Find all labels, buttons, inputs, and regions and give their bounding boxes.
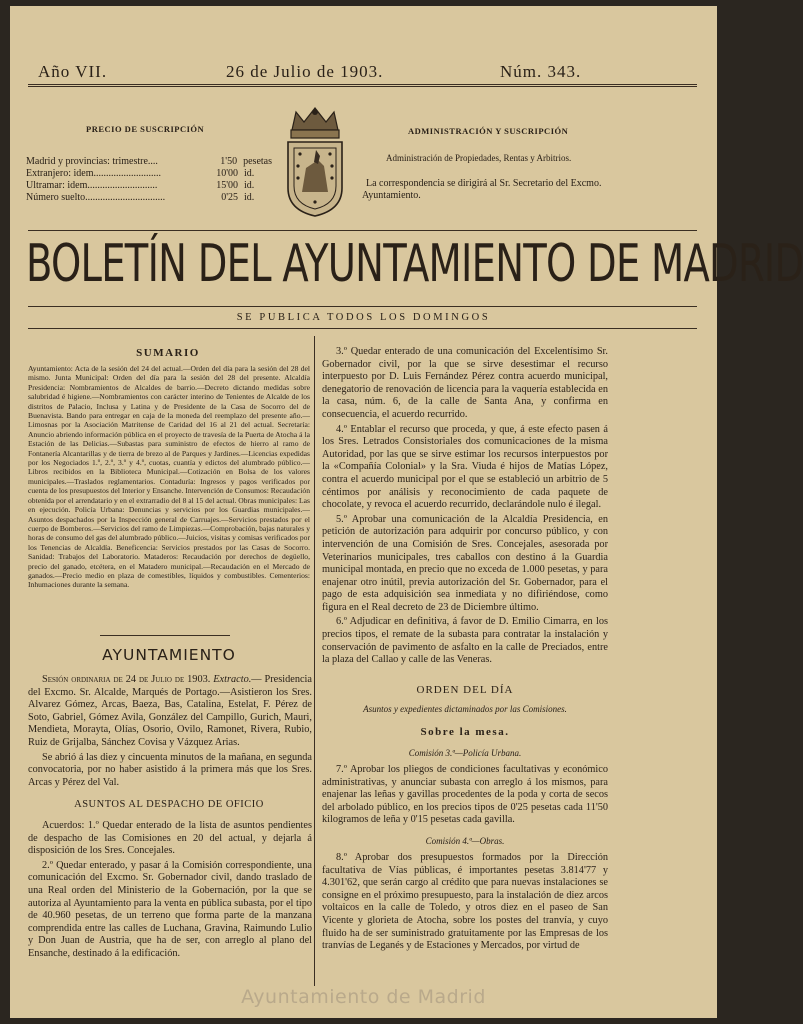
- mesa-heading: Sobre la mesa.: [420, 726, 510, 738]
- issue-year: Año VII.: [38, 62, 108, 81]
- price-row: Ultramar: idem............................ 15'00 id.: [26, 180, 255, 191]
- sumario-text: Ayuntamiento: Acta de la sesión del 24 del actual.—Orden del día para la sesión del 28 del mismo. Junta Municipal: Orden del día para la sesión del 28 del presente. Alcaldía Presidencia: Nombramientos de Alcaldes de barrio.—Decreto dictando medidas sobre salubridad é higiene.—Nombramientos con carácter interino de Tenientes de Alcalde de los distritos de Palacio, Inclusa y Latina y de Presidente de la Casa de Socorro del de Buenavista. Bando para entregar en caja de la moneda del reemplazo del presente año.—Limosnas por la Asociación Matritense de Caridad del 16 al 21 del actual. Secretaría: Anuncio abriendo información pública en el proyecto de travesía de la Puerta de Atocha á la Estación de las Delicias.—Subastas para suministro de efectos de hierro al ramo de Fontanería Alcantarillas y de tierra de brezo al de Parques y Jardines.—Licencias expedidas por los Negociados 1.º, 2.º, 3.º y 4.º, cuotas, cuantía y edictos del alumbrado público.—Libros recibidos en la Biblioteca Municipal.—Cotización en Bolsa de los valores municipales.—Traslados reglamentarios. Contaduría: Ingresos y pagos verificados por cuenta de los presupuestos del Interior y Ensanche. Intervención de Consumos: Recaudación obtenida por el arrendatario y en el extrarradio del 8 al 15 del actual. Obras municipales: Las en ejecución. Policía Urbana: Denuncias y servicios por los Guardias municipales.—Asuntos despachados por la Inspección general de Carruajes.—Servicios prestados por el cuerpo de Bomberos.—Servicios del ramo de Limpiezas.—Comprobación, bajas naturales y horas de consumo del gas del alumbrado público.—Juicios, visitas y comisas verificados por los Tenencias de Alcaldía. Beneficencia: Servicios prestados por las Casas de Socorro. Sanidad: Trabajos del Laboratorio. Mataderos: Recaudación por derechos de degüello, precio del ganado, etcétera, en el Matadero municipal.—Recaudación en el Mercado de ganados.—Precio medio en plaza de comestibles, líquidos y combustibles. Cementerios: Inhumaciones durante la semana.: [28, 364, 310, 590]
- issue-date: 26 de Julio de 1903.: [226, 62, 384, 81]
- session-tag: Extracto.: [213, 674, 252, 685]
- price-row: Madrid y provincias: trimestre.... 1'50 pesetas: [26, 156, 272, 167]
- commission-4-heading: Comisión 4.ª—Obras.: [425, 836, 505, 846]
- masthead-rule: [28, 84, 697, 87]
- subscription-prices: [26, 156, 272, 204]
- session-attendance: — Presidencia del Excmo. Sr. Alcalde, Marqués de Portago.—Asistieron los Sres. Alvarez Gómez, Arcas, Baeza, Bas, Catalina, Estelat, F. Pérez de Soto, Gabriel, Gómez Avila, González del Campillo, Gurich, Mauri, Mendieta, Morayta, Olías, Osorio, Ovilo, Ramonet, Rivera, Rubio, Ruiz de Grijalba, Sánchez Covisa y Vázquez Arias.: [28, 674, 312, 748]
- administration-heading: ADMINISTRACIÓN Y SUSCRIPCIÓN: [408, 126, 569, 136]
- session-lead: Sesión ordinaria de 24 de Julio de 1903.: [42, 674, 211, 685]
- session-opening: Se abrió á las diez y cincuenta minutos de la mañana, en segunda convocatoria, por no haber asistido á la primera más que los Sres. Arcas y Pérez del Val.: [28, 751, 312, 788]
- madrid-coat-of-arms-icon: [282, 106, 348, 220]
- subtitle-rule: [28, 328, 697, 329]
- sumario-heading: SUMARIO: [136, 347, 200, 359]
- agenda-item-7: 7.º Aprobar los pliegos de condiciones facultativas y económico administrativas, y anunciar subasta con arreglo á los mismos, para enajenar las leñas y gavillas procedentes de la poda y corta de secos del arbolado público, en los precios tipos de 0'25 pesetas cada 11'50 kilogramos de leña y 0'15 pesetas cada gavilla.: [322, 764, 608, 826]
- agenda-item-8: 8.º Aprobar dos presupuestos formados por la Dirección facultativa de Vías públicas, é importantes pesetas 3.814'77 y 4.301'62, que serán cargo al crédito que para nuevas instalaciones se consigne en el próximo presupuesto, para la instalación de diez arcos voltaicos en la calle de Toledo, y otros diez en el paseo de San Vicente y glorieta de Atocha, sobre los postes del tranvía, y cuyo fluido ha de ser suministrado gratuitamente por las Empresas de los tranvías de Leganés y de Estaciones y Mercados, por virtud de: [322, 852, 608, 952]
- dispatch-heading: ASUNTOS AL DESPACHO DE OFICIO: [74, 799, 264, 810]
- newspaper-page: [10, 6, 803, 1018]
- commission-3-heading: Comisión 3.ª—Policía Urbana.: [408, 748, 522, 758]
- ayuntamiento-heading: AYUNTAMIENTO: [102, 646, 236, 664]
- title-top-rule: [28, 230, 697, 231]
- orden-heading: ORDEN DEL DÍA: [416, 684, 514, 696]
- publication-notice: SE PUBLICA TODOS LOS DOMINGOS: [236, 312, 491, 323]
- right-column-items: [322, 346, 608, 680]
- agreement-6: 6.º Adjudicar en definitiva, á favor de D. Emilio Cimarra, en los precios tipos, el remate de la subasta para contratar la instalación y conservación de pavimento de asfalto en la calle de Preciados, entre la plaza del Callao y calle de las Veneras.: [322, 616, 608, 666]
- agreement-2: 2.º Quedar enterado, y pasar á la Comisión correspondiente, una comunicación del Excmo. Sr. Gobernador civil, dando traslado de una Real orden del Ministerio de la Gobernación, por la que se autoriza al Ayuntamiento para la venta en pública subasta, por el tipo de 40.960 pesetas, de un terreno que forma parte de la manzana comprendida entre las calles de Luchana, Gravina, Raimundo Lulio y Don Juan de Austria, que ha de ser, con arreglo al plano del Ensanche, destinado á la edificación.: [28, 859, 312, 959]
- dispatch-items: [28, 820, 312, 988]
- title-bottom-rule: [28, 306, 697, 307]
- administration-office: Administración de Propiedades, Rentas y Arbitrios.: [386, 153, 572, 163]
- price-row: Extranjero: idem........................... 10'00 id.: [26, 168, 255, 179]
- session-record: [28, 674, 312, 791]
- column-divider: [314, 336, 315, 986]
- orden-subheading: Asuntos y expedientes dictaminados por las Comisiones.: [363, 704, 567, 714]
- agreement-5: 5.º Aprobar una comunicación de la Alcaldía Presidencia, en petición de autorización para adquirir por concurso público, y con intervención de una Comisión de Sres. Concejales, asesorada por Veterinarios municipales, tres caballos con destino á la Guardia municipal montada, en precio que no exceda de 1.000 pesetas, y para enajenar otro inútil, previa autorización del Sr. Gobernador, para el pago de esta adquisición sea inmediata y no difiriéndose, como figura en el Real decreto de 23 de Diciembre último.: [322, 513, 608, 613]
- administration-note: La correspondencia se dirigirá al Sr. Secretario del Excmo. Ayuntamiento.: [362, 178, 602, 201]
- agreement-1: Acuerdos: 1.º Quedar enterado de la lista de asuntos pendientes de despacho de las Comisiones en 20 del actual, y dejarla á disposición de los Sres. Concejales.: [28, 820, 312, 857]
- agreement-3: 3.º Quedar enterado de una comunicación del Excelentísimo Sr. Gobernador civil, por la que se sirve desestimar el recurso interpuesto por D. Luis Fernández Pérez contra acuerdo municipal, denegatorio de renovación de licencia para la vaquería establecida en la casa, núm. 6, de la calle de Santa Ana, y confirma en consecuencia, el acuerdo recurrido.: [322, 346, 608, 420]
- price-row: Número suelto................................ 0'25 id.: [26, 192, 255, 203]
- agreement-4: 4.º Entablar el recurso que proceda, y que, á este efecto pasen á los Sres. Letrados Consistoriales dos comunicaciones de la misma Autoridad, por las que se sirve estimar los recursos interpuestos por la «Compañía Colonial» y la Sra. Viuda é hijos de Matías López, contra el acuerdo municipal por el que se estableció un arbitrio de 5 céntimos por análisis y reconocimiento de cada paquete de chocolate, y revoca el acuerdo recurrido, declarándole nulo é ilegal.: [322, 423, 608, 511]
- issue-number: Núm. 343.: [500, 62, 582, 81]
- subscription-heading: PRECIO DE SUSCRIPCIÓN: [86, 124, 205, 134]
- section-divider: [100, 635, 230, 636]
- newspaper-title: BOLETÍN DEL AYUNTAMIENTO DE MADRID: [26, 234, 803, 294]
- archive-watermark: Ayuntamiento de Madrid: [241, 986, 486, 1008]
